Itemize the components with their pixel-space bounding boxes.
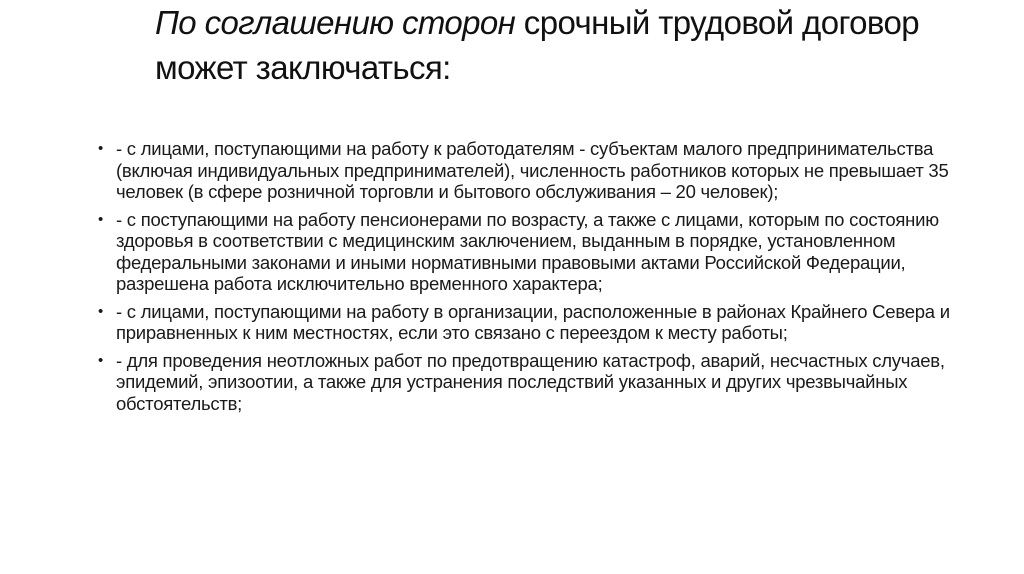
bullet-text: - с поступающими на работу пенсионерами по возрасту, а также с лицами, которым по состоянию здоровья в соответствии с медицинским заключением, выданным в порядке, установленном федеральными законами и иными нормативными правовыми актами Российской Федерации, разрешена работа исключительно временного характера; [116, 208, 939, 294]
bullet-dot-icon: • [98, 302, 104, 320]
slide-title [155, 0, 955, 90]
slide-title-rest: срочный трудовой договор может заключаться: [155, 4, 919, 86]
bullet-dot-icon: • [98, 210, 104, 228]
bullet-text: - с лицами, поступающими на работу в организации, расположенные в районах Крайнего Севера и приравненных к ним местностях, если это связано с переездом к месту работы; [116, 300, 950, 343]
bullet-dot-icon: • [98, 351, 104, 369]
bullet-item [96, 301, 976, 344]
bullet-text: - для проведения неотложных работ по предотвращению катастроф, аварий, несчастных случаев, эпидемий, эпизоотии, а также для устранения последствий указанных и других чрезвычайных обстоятельств; [116, 349, 945, 414]
bullet-list [96, 138, 976, 420]
bullet-item [96, 138, 976, 203]
slide-title-emphasis: По соглашению сторон [155, 4, 516, 41]
bullet-item [96, 209, 976, 295]
bullet-dot-icon: • [98, 140, 104, 157]
bullet-item [96, 350, 976, 415]
bullet-text: - с лицами, поступающими на работу к работодателям - субъектам малого предпринимательства (включая индивидуальных предпринимателей), численность работников которых не превышает 35 человек (в сфере розничной торговли и бытового обслуживания – 20 человек); [116, 138, 949, 202]
